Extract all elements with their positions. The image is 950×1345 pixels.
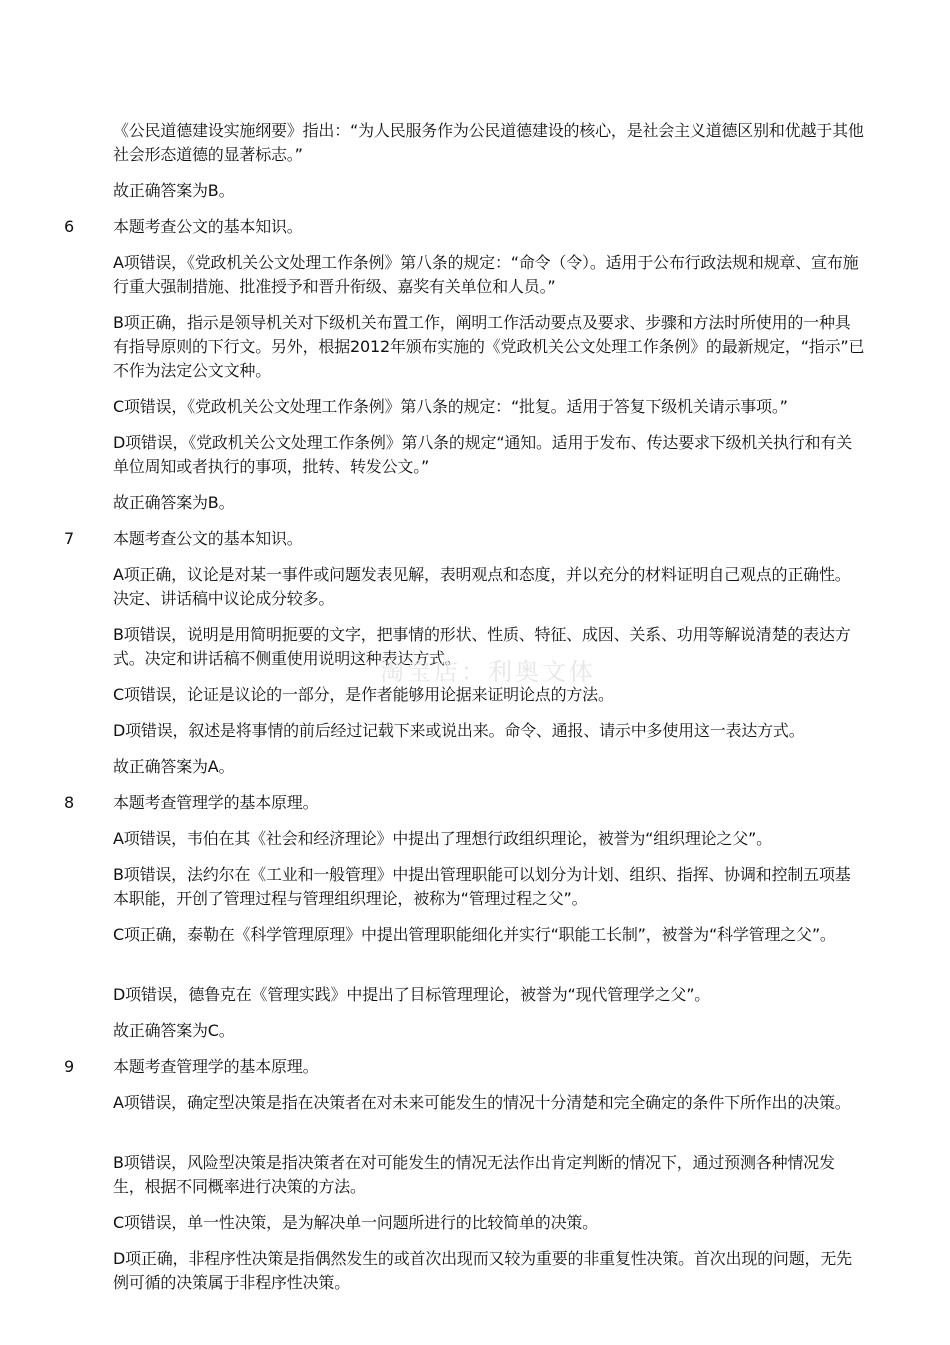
answer-line: 故正确答案为C。 — [113, 1021, 235, 1040]
option-paragraph: D项错误，德鲁克在《管理实践》中提出了目标管理理论，被誉为“现代管理学之父”。 — [113, 985, 711, 1004]
option-paragraph: B项正确，指示是领导机关对下级机关布置工作，阐明工作活动要点及要求、步骤和方法时所使用的一种具有指导原则的下行文。另外，根据2012年颁布实施的《党政机关公文处理工作条例》的最新规定，“指示”已不作为法定公文文种。 — [113, 313, 865, 380]
question-number: 9 — [64, 1057, 75, 1076]
question-number: 7 — [64, 529, 75, 548]
question-number: 6 — [64, 217, 75, 236]
option-paragraph: B项错误，说明是用简明扼要的文字，把事情的形状、性质、特征、成因、关系、功用等解说清楚的表达方式。决定和讲话稿不侧重使用说明这种表达方式。 — [113, 625, 851, 668]
intro-paragraph: 《公民道德建设实施纲要》指出：“为人民服务作为公民道德建设的核心，是社会主义道德区别和优越于其他社会形态道德的显著标志。” — [113, 121, 864, 164]
option-paragraph: A项错误，韦伯在其《社会和经济理论》中提出了理想行政组织理论，被誉为“组织理论之父”。 — [113, 829, 772, 848]
question-topic: 本题考查公文的基本知识。 — [113, 217, 303, 236]
option-paragraph: C项错误，《党政机关公文处理工作条例》第八条的规定：“批复。适用于答复下级机关请示事项。” — [113, 397, 788, 416]
question-number: 8 — [64, 793, 75, 812]
option-paragraph: A项错误，确定型决策是指在决策者在对未来可能发生的情况十分清楚和完全确定的条件下所作出的决策。 — [113, 1093, 851, 1112]
intro-answer: 故正确答案为B。 — [113, 181, 235, 200]
option-paragraph: C项正确，泰勒在《科学管理原理》中提出管理职能细化并实行“职能工长制”，被誉为“科学管理之父”。 — [113, 925, 836, 944]
question-topic: 本题考查管理学的基本原理。 — [113, 1057, 319, 1076]
watermark: 淘宝店：利奥文体 — [380, 658, 596, 686]
question-topic: 本题考查管理学的基本原理。 — [113, 793, 319, 812]
option-paragraph: D项错误，《党政机关公文处理工作条例》第八条的规定“通知。适用于发布、传达要求下级机关执行和有关单位周知或者执行的事项，批转、转发公文。” — [113, 433, 853, 476]
option-paragraph: D项错误，叙述是将事情的前后经过记载下来或说出来。命令、通报、请示中多使用这一表达方式。 — [113, 721, 805, 740]
option-paragraph: D项正确，非程序性决策是指偶然发生的或首次出现而又较为重要的非重复性决策。首次出现的问题，无先例可循的决策属于非程序性决策。 — [113, 1249, 852, 1292]
option-paragraph: C项错误，单一性决策，是为解决单一问题所进行的比较简单的决策。 — [113, 1213, 598, 1232]
option-paragraph: A项错误，《党政机关公文处理工作条例》第八条的规定：“命令（令）。适用于公布行政法规和规章、宣布施行重大强制措施、批准授予和晋升衔级、嘉奖有关单位和人员。” — [113, 253, 859, 296]
option-paragraph: B项错误，风险型决策是指决策者在对可能发生的情况无法作出肯定判断的情况下，通过预测各种情况发生，根据不同概率进行决策的方法。 — [113, 1153, 835, 1196]
option-paragraph: C项错误，论证是议论的一部分，是作者能够用论据来证明论点的方法。 — [113, 685, 614, 704]
answer-line: 故正确答案为B。 — [113, 493, 235, 512]
option-paragraph: A项正确，议论是对某一事件或问题发表见解，表明观点和态度，并以充分的材料证明自己观点的正确性。决定、讲话稿中议论成分较多。 — [113, 565, 851, 608]
answer-line: 故正确答案为A。 — [113, 757, 235, 776]
question-topic: 本题考查公文的基本知识。 — [113, 529, 303, 548]
option-paragraph: B项错误，法约尔在《工业和一般管理》中提出管理职能可以划分为计划、组织、指挥、协调和控制五项基本职能，开创了管理过程与管理组织理论，被称为“管理过程之父”。 — [113, 865, 851, 908]
